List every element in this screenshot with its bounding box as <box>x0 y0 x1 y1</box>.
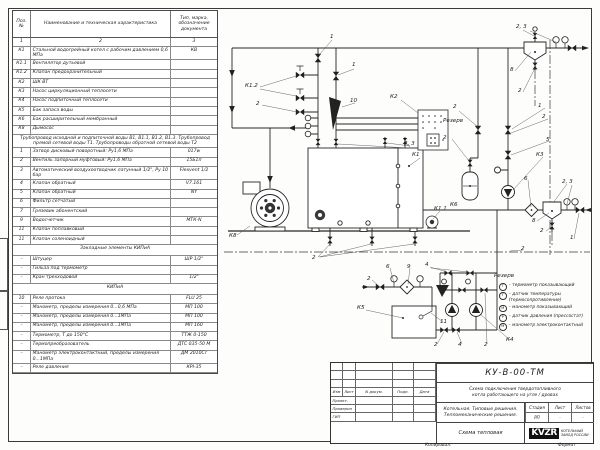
c-type: ТТЖ 0-150 <box>181 332 207 338</box>
c-pos: К6 <box>13 116 31 124</box>
project-name: Котельная. Типовые решения. Тепломеханические решения. <box>436 402 524 422</box>
c-name: Вентиль запорный муфтовый: Ру1,6 МПа <box>31 158 171 166</box>
c-pos: 7 <box>13 208 31 216</box>
c-name: Манометр электроконтактный, пределы измерения 0...1МПа <box>31 351 171 363</box>
air-vent-icon <box>533 27 537 31</box>
c-type: МП 100 <box>185 314 203 320</box>
diagram-label: 2 <box>312 255 316 261</box>
blower-fan-k1-1 <box>426 216 438 228</box>
gauge-icon <box>495 167 501 173</box>
c-name: Бак расширительный мембранный <box>31 116 171 124</box>
c-pos: К5 <box>13 107 31 115</box>
c-name: Кран трехходовой <box>31 275 171 283</box>
diagram-label: 2 <box>443 135 447 141</box>
c-type: V7.161 <box>185 180 203 186</box>
sheet-value: - <box>548 413 571 423</box>
diagram-label: 9 <box>407 264 411 270</box>
c-pos: 1 <box>13 148 31 156</box>
c-pos: – <box>13 304 31 312</box>
c-name: Реле давления <box>31 364 171 372</box>
legend-text: – термометр показывающий <box>508 283 575 288</box>
signature-grid <box>331 363 436 443</box>
legend-item <box>499 283 591 291</box>
legend-item <box>499 292 591 303</box>
diagram-label: К1 <box>412 152 420 158</box>
spec-header-name: Наименование и техническая характеристика <box>31 11 171 37</box>
c-pos: – <box>13 323 31 331</box>
c-name: Термометр, Т до 150°С <box>31 332 171 340</box>
c-pos: К3 <box>13 88 31 96</box>
kvzr-logo: KVZR <box>531 427 557 438</box>
c-name: Затвор дисковый поворотный: Ру1,6 МПа <box>31 148 171 156</box>
stage-value: РП <box>525 413 548 423</box>
diagram-label: 2, 3 <box>516 24 527 30</box>
y-strainer-icon <box>436 285 449 297</box>
c-type: NY <box>190 190 198 196</box>
footer-copy-label: Копировал: <box>425 443 452 448</box>
footer-format-label: Формат <box>558 443 576 448</box>
c-pos: К1 <box>13 47 31 59</box>
c-pos: 10 <box>13 295 31 303</box>
c-pos: – <box>13 314 31 322</box>
sheets-value: - <box>571 413 594 423</box>
legend-item <box>499 305 591 313</box>
drawing-name: Схема тепловая <box>436 422 524 443</box>
c-type: ДМ 2010Сг <box>180 351 208 357</box>
c-name: Фильтр сетчатый <box>31 199 171 207</box>
diagram-label: 10 <box>350 98 358 104</box>
c-name: Штуцер <box>31 256 171 264</box>
c-type: КВ <box>190 47 198 53</box>
diagram-label: 2 <box>521 246 525 252</box>
control-cabinet-k2 <box>418 110 448 150</box>
c-pos: 6 <box>13 199 31 207</box>
diagram-label: 8 <box>510 67 514 73</box>
company-name: КОТЕЛЬНЫЙ ЗАВОД РОССИИ <box>560 428 589 437</box>
c-name: Манометр, пределы измерения 0...1МПа <box>31 314 171 322</box>
spec-header-pos: Поз. № <box>13 11 31 37</box>
diagram-label: 4 <box>458 342 462 348</box>
c-name: Автоматический воздухоотводчик латунный 1/2", Ру 10 бар <box>31 167 171 179</box>
diagram-label: 2 <box>453 104 457 110</box>
c-type: ШР 1/2" <box>184 256 204 262</box>
c-pos: К1.2 <box>13 70 31 78</box>
diagram-label: 1 <box>538 103 542 109</box>
diagram-label: 4 <box>425 262 429 268</box>
sig-role: ГИП <box>331 413 356 420</box>
spec-section-row: Закладные элементы КИПиА <box>13 245 217 256</box>
legend-item <box>499 323 591 331</box>
boiler-k1 <box>308 148 423 232</box>
c-pos: – <box>13 266 31 274</box>
c-type: КРI-35 <box>186 364 202 370</box>
c-pos: 4 <box>13 180 31 188</box>
c-name: 2 <box>31 38 171 46</box>
diagram-label: 2, 3 <box>404 141 415 147</box>
diagram-label: 1 <box>352 62 356 68</box>
diagram-label: К3 <box>536 152 544 158</box>
c-type: МП 100 <box>185 304 203 310</box>
legend-text: – манометр электроконтактный <box>508 323 583 329</box>
c-name: Термопреобразователь <box>31 341 171 349</box>
diagram-label: К5 <box>357 305 365 311</box>
c-name: Бак запаса воды <box>31 107 171 115</box>
diagram-label: К8 <box>229 233 237 239</box>
c-name: Стальной водогрейный котел с рабочим давлением 0,6 МПа <box>31 47 171 59</box>
c-name: Дымосос <box>31 126 171 134</box>
c-pos: – <box>13 275 31 283</box>
c-pos: 1 <box>13 38 31 46</box>
diagram-label: 2 <box>256 101 260 107</box>
company-cell <box>524 422 593 443</box>
flow-relay-10 <box>329 97 341 130</box>
legend-symbol-icon: Р <box>499 314 507 322</box>
stage-grid: Стадия Лист Листов РП - - <box>524 402 593 422</box>
c-name: Клапан поплавковый <box>31 227 171 235</box>
c-name: Клапан предохранительный <box>31 70 171 78</box>
c-name: Насос подпиточный теплосети <box>31 98 171 106</box>
c-pos: – <box>13 341 31 349</box>
spec-section-row: Трубопровод исходной и подпиточной воды В1, В1.1, В1.2, В1.3. Трубопровод прямой сетевой воды Т1. Трубопроводы обратной сетевой воды Т2 <box>13 135 217 149</box>
diagram-label: К1.1 <box>434 206 447 212</box>
legend-symbol-icon: М <box>499 323 507 331</box>
c-type: Flexvent 1/2 <box>179 167 209 173</box>
gauge-icon <box>442 279 447 284</box>
c-pos: 2 <box>13 158 31 166</box>
c-name: Клапан обратный <box>31 190 171 198</box>
legend-text: – датчик температуры (термосопротивление) <box>508 292 562 303</box>
c-type: МП 160 <box>185 323 203 329</box>
title-block <box>330 362 594 444</box>
c-pos: 5 <box>13 190 31 198</box>
c-type: 017w <box>187 149 201 155</box>
diagram-label: 11 <box>440 319 448 325</box>
c-pos: К4 <box>13 98 31 106</box>
c-pos: – <box>13 332 31 340</box>
c-name: Манометр, пределы измерения 0...0,6 МПа <box>31 304 171 312</box>
c-pos: К8 <box>13 126 31 134</box>
c-name: Насос циркуляционный теплосети <box>31 88 171 96</box>
sig-role: Проверил <box>331 405 356 412</box>
diagram-label: 6 <box>524 176 528 182</box>
c-type: 1/2" <box>189 275 199 281</box>
c-type: ДТС 035-50 М <box>177 342 211 348</box>
diagram-label: 2 <box>540 228 544 234</box>
c-pos: К2 <box>13 79 31 87</box>
diagram-label: К4 <box>506 337 514 343</box>
diagram-label: 2, 3 <box>562 179 573 185</box>
c-name: ШК ВТ <box>31 79 171 87</box>
sig-role: Проект. <box>331 397 356 404</box>
c-name: Реле протока <box>31 295 171 303</box>
legend-symbol-icon: М <box>499 305 507 313</box>
c-name: Клапан соленоидный <box>31 236 171 244</box>
legend-symbol-icon: Т <box>499 283 507 291</box>
document-description: Схема подключения твердотопливного котла работающего на угле / дровах <box>436 382 593 402</box>
c-name: Клапан обратный <box>31 180 171 188</box>
legend-symbol-icon: Т <box>499 292 507 300</box>
c-pos: 11 <box>13 227 31 235</box>
c-pos: К1.1 <box>13 60 31 68</box>
c-name: Гильза под термометр <box>31 266 171 274</box>
c-pos: 11 <box>13 236 31 244</box>
c-pos: – <box>13 364 31 372</box>
storage-tank-k5 <box>392 306 436 338</box>
legend-text: – манометр показывающий <box>508 304 573 310</box>
diagram-label: 2 <box>367 276 371 282</box>
instrument-legend <box>499 283 591 332</box>
legend-items <box>499 283 591 331</box>
document-code: КУ-В-00-ТМ <box>436 363 593 382</box>
diagram-label: 2 <box>484 342 488 348</box>
pump-k4 <box>446 304 459 317</box>
diagram-label: 2 <box>542 114 546 120</box>
diagram-label: 2 <box>434 342 438 348</box>
c-name: Манометр, пределы измерения 0...1МПа <box>31 323 171 331</box>
c-pos: 9 <box>13 217 31 225</box>
c-name: Грязевик абонентский <box>31 208 171 216</box>
c-pos: – <box>13 351 31 363</box>
diagram-label: 8 <box>532 218 536 224</box>
diagram-label: К2 <box>390 94 398 100</box>
diagram-label: 1 <box>570 235 574 241</box>
spec-header-type: Тип, марка, обозначение документа <box>178 15 210 32</box>
c-name: Вентилятор дутьевой <box>31 60 171 68</box>
diagram-label: Резерв <box>494 273 515 279</box>
diagram-label: К1.2 <box>245 83 258 89</box>
pump-k3 <box>502 186 515 199</box>
sig-header-row: Изм Лист N докум. Подп. Дата <box>331 388 436 396</box>
c-pos: – <box>13 256 31 264</box>
c-type: 15Б1п <box>186 158 202 164</box>
legend-text: – датчик давления (прессостат) <box>508 313 584 319</box>
diagram-label: 2 <box>518 88 522 94</box>
c-type: МТК-N <box>186 218 202 224</box>
c-name: Водосчетчик <box>31 217 171 225</box>
smoke-exhauster-k8 <box>243 182 289 231</box>
diagram-label: К6 <box>450 202 458 208</box>
spec-section-row: КИПиА <box>13 284 217 295</box>
legend-item <box>499 314 591 322</box>
gauge-icon <box>466 279 471 284</box>
c-pos: 3 <box>13 167 31 179</box>
c-type: 3 <box>192 38 196 44</box>
diagram-label: Резерв <box>443 118 464 124</box>
diagram-label: 6 <box>386 264 390 270</box>
safety-valve-flags <box>297 66 304 94</box>
diagram-label: 1 <box>330 34 334 40</box>
c-type: FLU 25 <box>186 295 202 301</box>
diagram-label: 5 <box>546 137 550 143</box>
